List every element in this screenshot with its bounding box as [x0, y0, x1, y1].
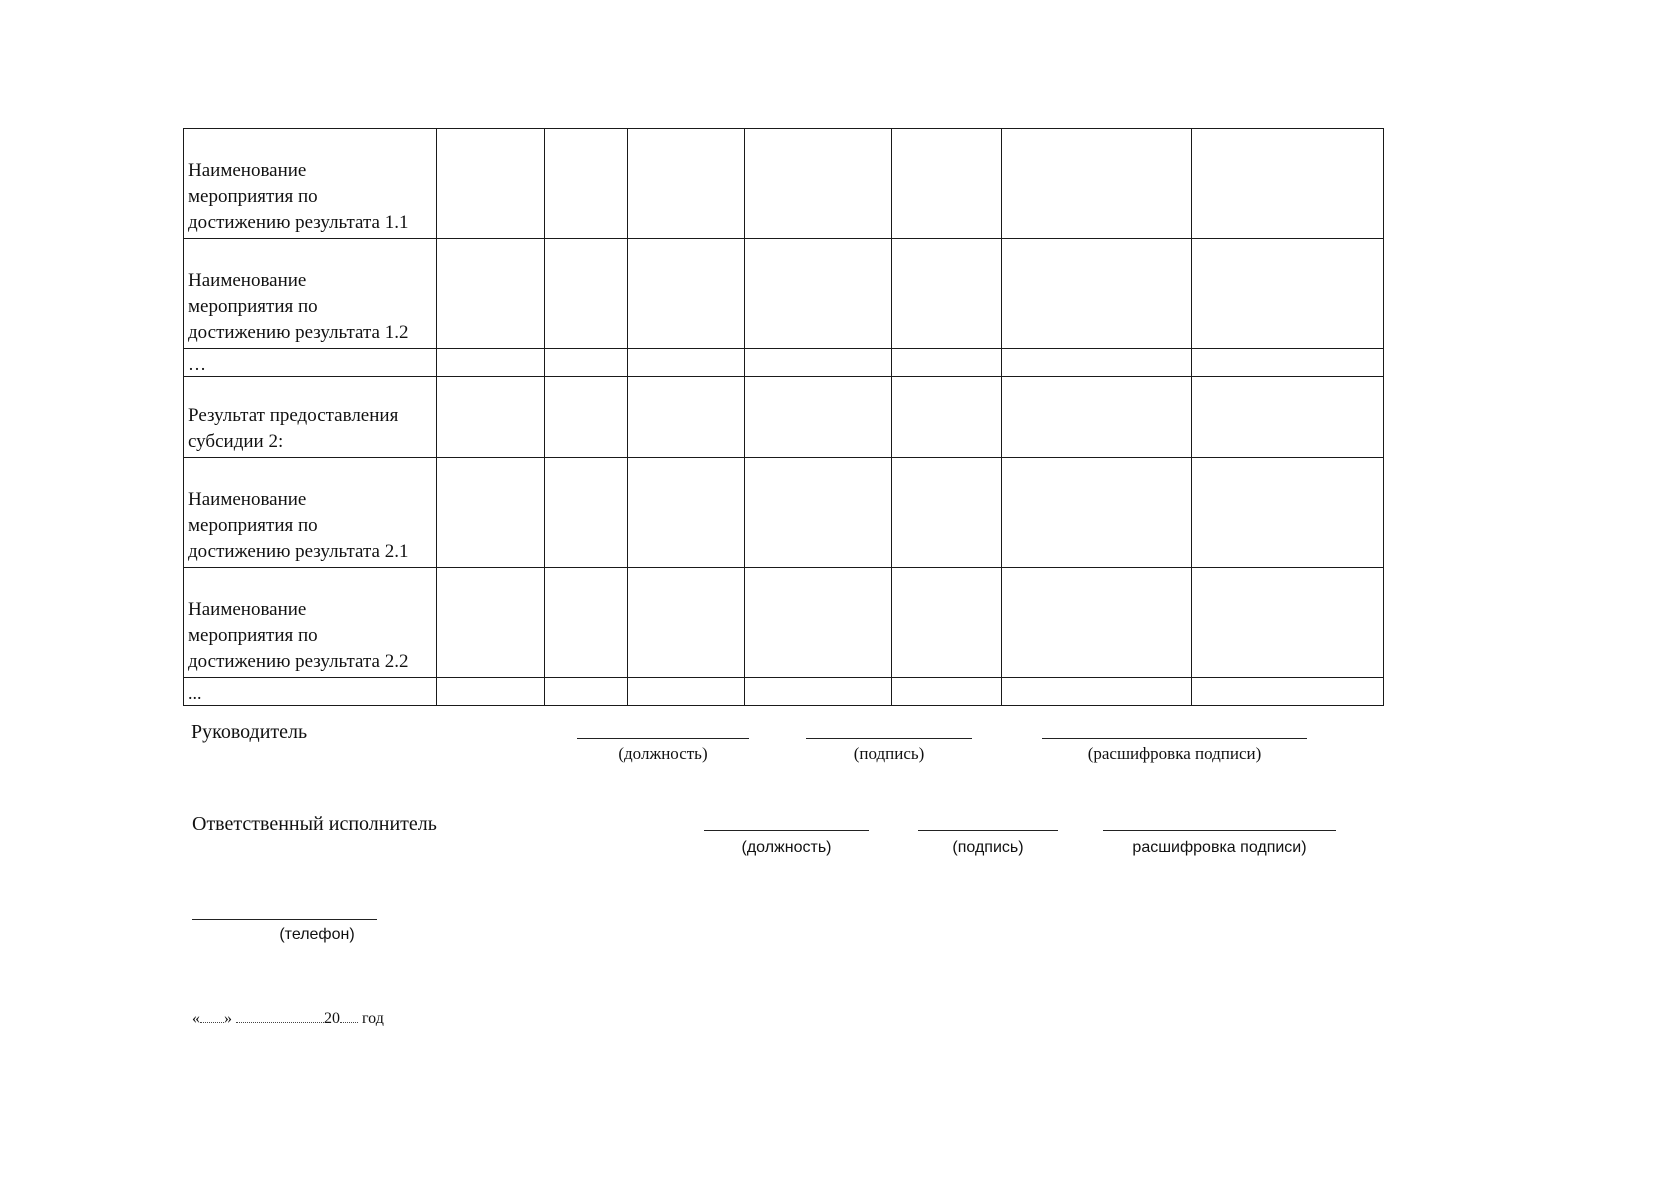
date-century: 20	[324, 1010, 340, 1027]
row-label: …	[184, 349, 437, 377]
empty-cell	[745, 568, 892, 678]
table-row	[184, 458, 1384, 568]
head-label: Руководитель	[191, 721, 308, 743]
empty-cell	[1002, 568, 1192, 678]
empty-cell	[745, 678, 892, 706]
empty-cell	[1002, 458, 1192, 568]
empty-cell	[1192, 129, 1384, 239]
empty-cell	[545, 568, 628, 678]
day-blank	[200, 1008, 224, 1023]
empty-cell	[892, 239, 1002, 349]
phone-line	[192, 919, 377, 920]
empty-cell	[437, 239, 545, 349]
date-line	[192, 1008, 384, 1029]
head-position-line	[577, 738, 749, 739]
row-label: ...	[184, 678, 437, 706]
empty-cell	[545, 377, 628, 458]
row-label: Результат предоставления субсидии 2:	[184, 377, 437, 458]
empty-cell	[545, 239, 628, 349]
empty-cell	[437, 349, 545, 377]
empty-cell	[1192, 239, 1384, 349]
empty-cell	[892, 568, 1002, 678]
date-year-word: год	[362, 1010, 384, 1027]
empty-cell	[437, 458, 545, 568]
executor-decoding-caption: расшифровка подписи)	[1132, 839, 1307, 856]
empty-cell	[892, 349, 1002, 377]
empty-cell	[437, 678, 545, 706]
empty-cell	[545, 458, 628, 568]
empty-cell	[628, 239, 745, 349]
empty-cell	[1002, 129, 1192, 239]
empty-cell	[1192, 568, 1384, 678]
row-label: Наименование мероприятия по достижению результата 1.1	[184, 129, 437, 239]
empty-cell	[745, 349, 892, 377]
empty-cell	[745, 458, 892, 568]
empty-cell	[1192, 377, 1384, 458]
empty-cell	[745, 129, 892, 239]
empty-cell	[892, 377, 1002, 458]
empty-cell	[545, 349, 628, 377]
empty-cell	[745, 239, 892, 349]
empty-cell	[1192, 349, 1384, 377]
empty-cell	[1002, 239, 1192, 349]
empty-cell	[628, 349, 745, 377]
empty-cell	[892, 678, 1002, 706]
table-row	[184, 377, 1384, 458]
executor-signature-line	[918, 830, 1058, 831]
report-table	[183, 128, 1384, 706]
row-label: Наименование мероприятия по достижению результата 2.1	[184, 458, 437, 568]
month-blank	[236, 1008, 324, 1023]
row-label: Наименование мероприятия по достижению результата 2.2	[184, 568, 437, 678]
empty-cell	[437, 568, 545, 678]
empty-cell	[1002, 678, 1192, 706]
table-row	[184, 678, 1384, 706]
executor-position-line	[704, 830, 869, 831]
empty-cell	[1002, 349, 1192, 377]
row-label: Наименование мероприятия по достижению результата 1.2	[184, 239, 437, 349]
head-decoding-caption: (расшифровка подписи)	[1087, 744, 1262, 763]
head-signature-caption: (подпись)	[853, 744, 925, 763]
year-blank	[340, 1008, 358, 1023]
executor-decoding-line	[1103, 830, 1336, 831]
empty-cell	[745, 377, 892, 458]
empty-cell	[892, 129, 1002, 239]
empty-cell	[545, 678, 628, 706]
executor-position-caption: (должность)	[741, 839, 832, 856]
empty-cell	[628, 678, 745, 706]
date-close-quote: »	[224, 1010, 232, 1027]
head-position-caption: (должность)	[618, 744, 708, 763]
executor-signature-caption: (подпись)	[952, 839, 1024, 856]
table-row	[184, 239, 1384, 349]
empty-cell	[437, 377, 545, 458]
head-signature-line	[806, 738, 972, 739]
phone-caption: (телефон)	[279, 926, 355, 943]
executor-label: Ответственный исполнитель	[192, 813, 437, 835]
table-row	[184, 568, 1384, 678]
empty-cell	[628, 458, 745, 568]
table-row	[184, 349, 1384, 377]
empty-cell	[628, 568, 745, 678]
date-open-quote: «	[192, 1010, 200, 1027]
empty-cell	[628, 377, 745, 458]
head-decoding-line	[1042, 738, 1307, 739]
empty-cell	[1002, 377, 1192, 458]
empty-cell	[1192, 678, 1384, 706]
empty-cell	[437, 129, 545, 239]
empty-cell	[1192, 458, 1384, 568]
empty-cell	[628, 129, 745, 239]
empty-cell	[545, 129, 628, 239]
empty-cell	[892, 458, 1002, 568]
table-row	[184, 129, 1384, 239]
